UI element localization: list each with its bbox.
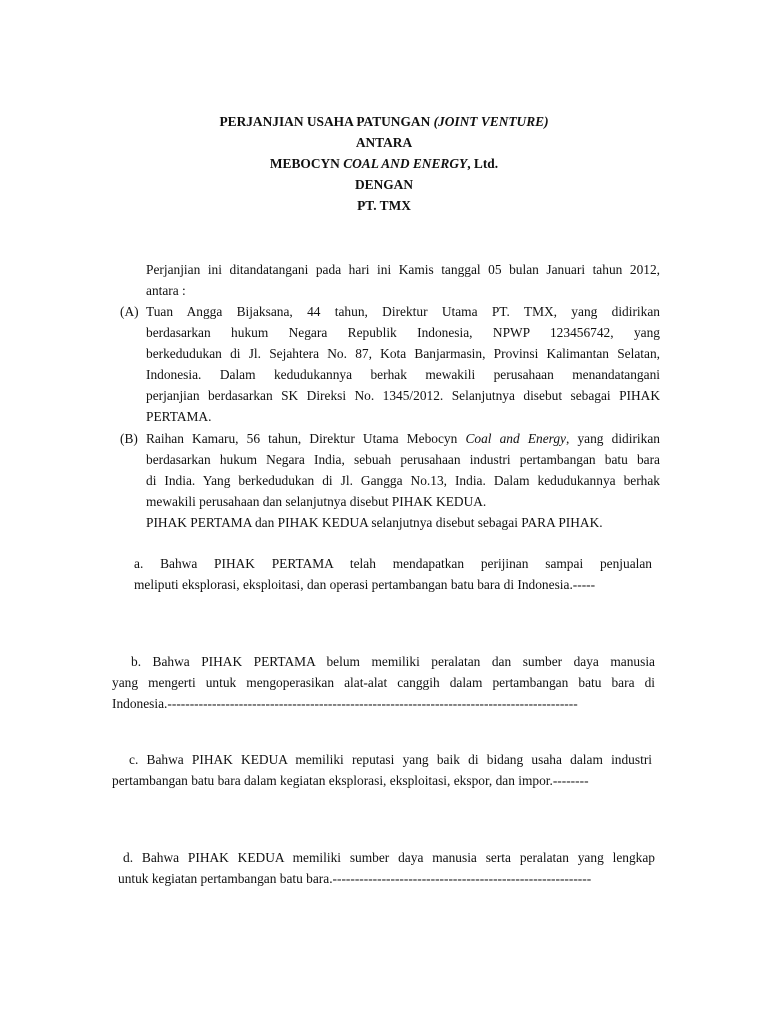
party-a-line-3: berkedudukan di Jl. Sejahtera No. 87, Kota Banjarmasin, Provinsi Kalimantan Selatan,: [146, 346, 660, 361]
party-b-line-1-end: , yang didirikan: [566, 431, 660, 446]
clause-a-line-2: meliputi eksplorasi, eksploitasi, dan operasi pertambangan batu bara di Indonesia.-----: [134, 577, 596, 592]
clause-a-line-1: a. Bahwa PIHAK PERTAMA telah mendapatkan perijinan sampai penjualan: [134, 556, 652, 571]
party-b-line-2: berdasarkan hukum Negara India, sebuah perusahaan industri pertambangan batu bara: [146, 452, 660, 467]
party-b-label: (B): [120, 431, 138, 446]
clause-b-line-1: b. Bahwa PIHAK PERTAMA belum memiliki peralatan dan sumber daya manusia: [131, 654, 655, 669]
party-b-name: Raihan Kamaru, 56 tahun, Direktur Utama Mebocyn: [146, 431, 466, 446]
party-a-line-2: berdasarkan hukum Negara Republik Indonesia, NPWP 123456742, yang: [146, 325, 660, 340]
clause-d-line-1: d. Bahwa PIHAK KEDUA memiliki sumber daya manusia serta peralatan yang lengkap: [123, 850, 655, 865]
clause-d-line-2: untuk kegiatan pertambangan batu bara.----------------------------------------------------------: [118, 871, 592, 886]
clause-b-line-2: yang mengerti untuk mengoperasikan alat-alat canggih dalam pertambangan batu bara di: [112, 675, 655, 690]
party-a-label: (A): [120, 304, 139, 319]
title-italic: (JOINT VENTURE): [433, 114, 549, 129]
title-line-3: [0, 156, 768, 172]
party-b-line-4: mewakili perusahaan dan selanjutnya disebut PIHAK KEDUA.: [146, 494, 487, 509]
intro-line-1: Perjanjian ini ditandatangani pada hari ini Kamis tanggal 05 bulan Januari tahun 2012,: [146, 262, 660, 277]
clause-c-line-2: pertambangan batu bara dalam kegiatan eksplorasi, eksploitasi, ekspor, dan impor.--------: [112, 773, 589, 788]
party-a-line-6: PERTAMA.: [146, 409, 212, 424]
party-b-company-italic: Coal and Energy: [465, 431, 566, 446]
title-main: PERJANJIAN USAHA PATUNGAN: [219, 114, 434, 129]
party-a-line-5: perjanjian berdasarkan SK Direksi No. 1345/2012. Selanjutnya disebut sebagai PIHAK: [146, 388, 660, 403]
title-company-italic: COAL AND ENERGY: [343, 156, 468, 171]
title-line-5: PT. TMX: [357, 198, 411, 213]
party-b-line-1: [146, 431, 660, 447]
clause-b-line-3: Indonesia.--------------------------------------------------------------------------------------------: [112, 696, 578, 711]
title-line-2: ANTARA: [355, 135, 413, 150]
title-line-1: [0, 114, 768, 130]
clause-c-line-1: c. Bahwa PIHAK KEDUA memiliki reputasi yang baik di bidang usaha dalam industri: [129, 752, 652, 767]
intro-line-2: antara :: [146, 283, 186, 298]
party-a-line-1: Tuan Angga Bijaksana, 44 tahun, Direktur Utama PT. TMX, yang didirikan: [146, 304, 660, 319]
title-line-4: DENGAN: [354, 177, 414, 192]
title-company-suffix: , Ltd.: [467, 156, 499, 171]
party-b-line-5: PIHAK PERTAMA dan PIHAK KEDUA selanjutnya disebut sebagai PARA PIHAK.: [146, 515, 603, 530]
title-company: MEBOCYN: [269, 156, 344, 171]
party-a-line-4: Indonesia. Dalam kedudukannya berhak mewakili perusahaan menandatangani: [146, 367, 660, 382]
party-b-line-3: di India. Yang berkedudukan di Jl. Gangga No.13, India. Dalam kedudukannya berhak: [146, 473, 660, 488]
